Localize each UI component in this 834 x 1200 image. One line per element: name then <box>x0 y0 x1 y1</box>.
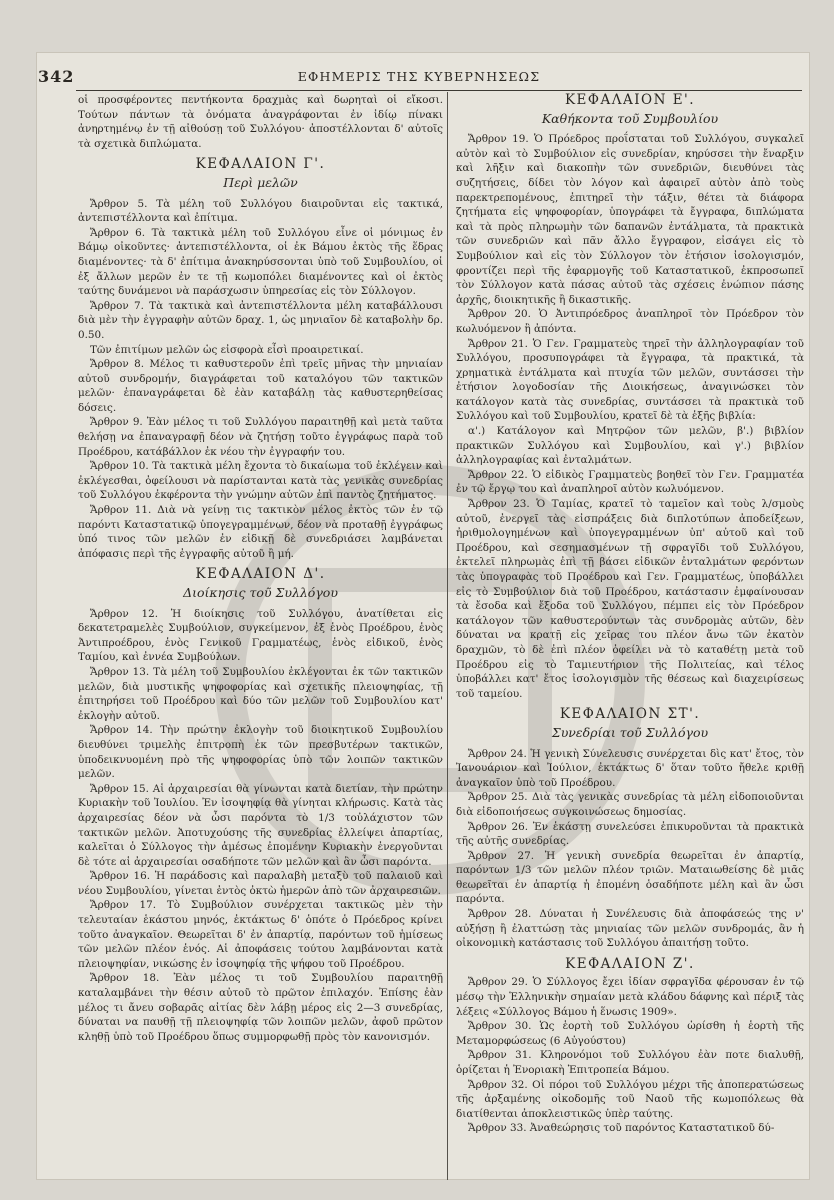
article-7-note: Τῶν ἐπιτίμων μελῶν ὡς εἰσφορὰ εἶσὶ προαιρετικαί. <box>90 343 364 356</box>
article-30: Ἄρθρον 30. Ὡς ἑορτὴ τοῦ Συλλόγου ὡρίσθη ἡ ἑορτὴ τῆς Μεταμορφώσεως (6 Αὐγούστου) <box>456 1020 804 1047</box>
article-17: Ἄρθρον 17. Τὸ Συμβούλιον συνέρχεται τακτικῶς μὲν τὴν τελευταίαν ἑκάστου μηνός, ἐκτάκτως δ' ὁπότε ὁ Πρόεδρος κρίνει τοῦτο ἀναγκαῖον. Θεωρεῖται δ' ἐν ἀπαρτίᾳ, παρόντων τοῦ ἡμίσεως τῶν μελῶν πλέον ἑνός. Αἱ ἀποφάσεις τούτου λαμβάνονται κατὰ πλειοψηφίαν, νικώσης ἐν ἰσοψηφίᾳ τῆς ψήφου τοῦ Προέδρου. <box>78 899 443 970</box>
article-32: Ἄρθρον 32. Οἱ πόροι τοῦ Συλλόγου μέχρι τῆς ἀποπερατώσεως τῆς ἀρξαμένης οἰκοδομῆς τοῦ Ναοῦ τῆς κωμοπόλεως θὰ διατίθενται ἀποκλειστικῶς ὑπὲρ ταύτης. <box>456 1078 804 1120</box>
header-rule <box>76 90 802 91</box>
chapter-subtitle: Καθήκοντα τοῦ Συμβουλίου <box>541 110 719 126</box>
article-13: Ἄρθρον 13. Τὰ μέλη τοῦ Συμβουλίου ἐκλέγονται ἐκ τῶν τακτικῶν μελῶν, διὰ μυστικῆς ψηφοφορίας καὶ σχετικῆς πλειοψηφίας, τῇ ἐπιτηρήσει τοῦ Προέδρου καὶ δύο τῶν μελῶν τοῦ Συμβουλίου κατ' ἐκλογὴν αὐτοῦ. <box>78 665 443 722</box>
page-header <box>38 64 800 88</box>
article-28: Ἄρθρον 28. Δύναται ἡ Συνέλευσις διὰ ἀποφάσεώς της ν' αὐξήσῃ ἢ ἐλαττώσῃ τὰς μηνιαίας τῶν μελῶν συνδρομάς, ἂν ἡ οἰκονομικὴ κατάστασις τοῦ Συλλόγου ἀπαιτήσῃ τοῦτο. <box>456 908 804 950</box>
right-column <box>456 93 804 1136</box>
article-22: Ἄρθρον 22. Ὁ εἰδικὸς Γραμματεὺς βοηθεῖ τὸν Γεν. Γραμματέα ἐν τῷ ἔργῳ του καὶ ἀναπληροῖ αὐτὸν κωλυόμενον. <box>456 468 804 496</box>
chapter-subtitle: Διοίκησις τοῦ Συλλόγου <box>183 585 338 600</box>
article-20: Ἄρθρον 20. Ὁ Ἀντιπρόεδρος ἀναπληροῖ τὸν Πρόεδρον τὸν κωλυόμενον ἢ ἀπόντα. <box>456 308 804 335</box>
article-11: Ἄρθρον 11. Διὰ νὰ γείνῃ τις τακτικὸν μέλος ἐκτὸς τῶν ἐν τῷ παρόντι Καταστατικῷ ὑπογεγραμμένων, δέον νὰ προταθῇ ἐγγράφως ὑπό τινος τῶν μελῶν ἐν εἰδικῇ δὲ συνεδριάσει λαμβάνεται ἀπόφασις περὶ τῆς ἐγγραφῆς αὐτοῦ ἢ μή. <box>78 504 443 560</box>
running-head: ΕΦΗΜΕΡΙΣ ΤΗΣ ΚΥΒΕΡΝΗΣΕΩΣ <box>297 68 541 84</box>
article-7: Ἄρθρον 7. Τὰ τακτικὰ καὶ ἀντεπιστέλλοντα μέλη καταβάλλουσι διὰ μὲν τὴν ἐγγραφὴν αὐτῶν δραχ. 1, ὡς μηνιαῖον δὲ καταβολὴν δρ. 0.50. <box>78 299 443 341</box>
chapter-heading: ΚΕΦΑΛΑΙΟΝ Ε'. <box>564 92 696 108</box>
article-10: Ἄρθρον 10. Τὰ τακτικὰ μέλη ἔχοντα τὸ δικαίωμα τοῦ ἐκλέγειν καὶ ἐκλέγεσθαι, ὀφείλουσι νὰ παρίστανται κατὰ τὰς γενικὰς συνεδρίας τοῦ Συλλόγου ἐκφέροντα τὴν γνώμην αὐτῶν ἐπὶ παντὸς ζητήματος. <box>78 460 443 502</box>
chapter-heading: ΚΕΦΑΛΑΙΟΝ ΣΤ'. <box>559 706 701 723</box>
article-31: Ἄρθρον 31. Κληρονόμοι τοῦ Συλλόγου ἐὰν ποτε διαλυθῇ, ὁρίζεται ἡ Ἐνοριακὴ Ἐπιτροπεία Βάμου. <box>456 1049 804 1076</box>
article-24: Ἄρθρον 24. Ἡ γενικὴ Σύνελευσις συνέρχεται δὶς κατ' ἔτος, τὸν Ἰανουάριον καὶ Ἰούλιον, ἐκτάκτως δ' ὅταν τοῦτο ἤθελε κριθῇ ἀναγκαῖον ὑπὸ τοῦ Προέδρου. <box>456 747 804 789</box>
article-21-books: α'.) Κατάλογον καὶ Μητρῷον τῶν μελῶν, β'.) βιβλίον πρακτικῶν Συλλόγου καὶ Συμβουλίου, καὶ γ'.) βιβλίον ἀλληλογραφίας καὶ ἐνταλμάτων. <box>456 425 804 467</box>
article-26: Ἄρθρον 26. Ἐν ἑκάστῃ συνελεύσει ἐπικυροῦνται τὰ πρακτικὰ τῆς αὐτῆς συνεδρίας. <box>456 820 804 848</box>
article-33: Ἄρθρον 33. Ἀναθεώρησις τοῦ παρόντος Καταστατικοῦ δύ- <box>468 1122 775 1135</box>
article-9: Ἄρθρον 9. Ἐὰν μέλος τι τοῦ Συλλόγου παραιτηθῇ καὶ μετὰ ταῦτα θελήσῃ να ἐπαναγραφῇ δέον νὰ ζητήσῃ τοῦτο ἐγγράφως παρὰ τοῦ Προέδρου, κατάβάλλον ἐκ νέου τὴν ἐγγραφήν του. <box>78 416 443 458</box>
article-8: Ἄρθρον 8. Μέλος τι καθυστεροῦν ἐπὶ τρεῖς μῆνας τὴν μηνιαίαν αὐτοῦ συνδρομήν, διαγράφεται τοῦ καταλόγου τῶν τακτικῶν μελῶν· ἐπαναγράφεται δὲ ἐὰν καταβάλῃ τὰς καθυστερηθείσας δόσεις. <box>78 358 443 414</box>
chapter-subtitle: Συνεδρίαι τοῦ Συλλόγου <box>551 724 709 740</box>
article-5: Ἄρθρον 5. Τὰ μέλη τοῦ Συλλόγου διαιροῦνται εἰς τακτικά, ἀντεπιστέλλοντα καὶ ἐπίτιμα. <box>78 197 443 225</box>
article-25: Ἄρθρον 25. Διὰ τὰς γενικὰς συνεδρίας τὰ μέλη εἰδοποιοῦνται διὰ εἰδοποιήσεως συγκοινώσεως δημοσίας. <box>456 791 804 818</box>
article-14: Ἄρθρον 14. Τὴν πρώτην ἐκλογὴν τοῦ διοικητικοῦ Συμβουλίου διευθύνει τριμελὴς ἐπιτροπὴ ἐκ τῶν πρεσβυτέρων τακτικῶν, ὑποδεικνυομένη πρὸ τῆς ψηφοφορίας ὑπὸ τῶν λοιπῶν τακτικῶν μελῶν. <box>78 724 443 781</box>
article-21: Ἄρθρον 21. Ὁ Γεν. Γραμματεὺς τηρεῖ τὴν ἀλληλογραφίαν τοῦ Συλλόγου, προσυπογράφει τὰ ἔγγραφα, τὰ πρακτικά, τὰ χρηματικὰ ἐντάλματα καὶ πτυχία τῶν μελῶν, συντάσσει τὴν ἐτήσιον λογοδοσίαν τῆς Διοικήσεως, ἀναγινώσκει τὸν κατάλογον κατὰ τὰς συνεδρίας, συντάσσει τὰ πρακτικὰ τοῦ Συλλόγου καὶ τοῦ Συμβουλίου, κρατεῖ δὲ τὰ ἑξῆς βιβλία: <box>456 337 804 423</box>
article-29: Ἄρθρον 29. Ὁ Σύλλογος ἔχει ἰδίαν σφραγῖδα φέρουσαν ἐν τῷ μέσῳ τὴν Ἑλληνικὴν σημαίαν μετὰ κλάδου δάφνης καὶ πέριξ τὰς λέξεις «Σύλλογος Βάμου ἡ ἕνωσις 1909». <box>456 976 804 1018</box>
left-column <box>78 93 443 1044</box>
chapter-heading: ΚΕΦΑΛΑΙΟΝ Δ'. <box>195 566 326 583</box>
page-number: 342 <box>38 66 75 86</box>
chapter-heading: ΚΕΦΑΛΑΙΟΝ Ζ'. <box>565 955 695 972</box>
article-6: Ἄρθρον 6. Τὰ τακτικὰ μέλη τοῦ Συλλόγου εἶνε οἱ μόνιμως ἐν Βάμῳ οἰκοῦντες· ἀντεπιστέλλοντα, οἱ ἐκ Βάμου ἐκτὸς τῆς ἕδρας διαμένοντες· τὰ δ' ἐπίτιμα ἀνακηρύσσονται ὑπὸ τοῦ Συμβουλίου, οἱ ἐξ ἄλλων μερῶν ἐν τε τῇ κωμοπόλει διαμένοντες καὶ οἱ ἐκτὸς ταύτης δυνάμενοι νὰ παράσχωσιν ὑπηρεσίας εἰς τὸν Σύλλογον. <box>78 226 443 298</box>
article-19: Ἄρθρον 19. Ὁ Πρόεδρος προΐσταται τοῦ Συλλόγου, συγκαλεῖ αὐτὸν καὶ τὸ Συμβούλιον εἰς συνεδρίαν, κηρύσσει τὴν ἔναρξιν καὶ λῆξιν καὶ διακοπὴν τῶν συνεδριῶν, διευθύνει τὰς συζητήσεις, δίδει τὸν λόγον καὶ ἀφαιρεῖ αὐτὸν ἀπὸ τοὺς παρεκτρεπομένους, ἐπιτηρεῖ τὴν τάξιν, θέτει τὰ διάφορα ζητήματα εἰς ψηφοφορίαν, ὑπογράφει τὰ ἔγγραφα, διπλώματα καὶ τὰ πρὸς πληρωμὴν τῶν δαπανῶν ἐντάλματα, τὰ πρακτικὰ τῶν συνεδριῶν καὶ πᾶν ἄλλο ἔγγραφον, εἰσάγει εἰς τὸ Συμβούλιον καὶ εἰς τὸν Σύλλογον τὸν ἐτήσιον ἰσολογισμόν, φροντίζει περὶ τῆς ἐφαρμογῆς τοῦ Καταστατικοῦ, ἐκπροσωπεῖ τὸν Σύλλογον κατὰ πάσας αὐτοῦ τὰς σχέσεις ἐνώπιον πάσης ἀρχῆς, διοικητικῆς ἢ δικαστικῆς. <box>456 133 804 306</box>
article-27: Ἄρθρον 27. Ἡ γενικὴ συνεδρία θεωρεῖται ἐν ἀπαρτίᾳ, παρόντων 1/3 τῶν μελῶν πλέον τριῶν. Ματαιωθείσης δὲ μιᾶς θεωρεῖται ἐν ἀπαρτίᾳ ἡ ἐπομένη ὁσαδήποτε μέλη καὶ ἂν ὦσι παρόντα. <box>456 849 804 906</box>
intro-paragraph: οἱ προσφέροντες πεντήκοντα δραχμὰς καὶ δωρηταὶ οἱ εἴκοσι. Τούτων πάντων τὰ ὀνόματα ἀναγράφονται ἐν ἰδίῳ πίνακι ἀνηρτημένῳ ἐν τῇ αἰθούσῃ τοῦ Συλλόγου· ἀποστέλλονται δ' αὐτοῖς τὰ σχετικὰ διπλώματα. <box>78 94 443 150</box>
article-18: Ἄρθρον 18. Ἐὰν μέλος τι τοῦ Συμβουλίου παραιτηθῇ καταλαμβάνει τὴν θέσιν αὐτοῦ τὸ πρῶτον ἐπιλαχόν. Ἐπίσης ἐὰν μέλος τι ἄνευ σοβαρᾶς αἰτίας δὲν λάβῃ μέρος εἰς 2—3 συνεδρίας, δύναται να παυθῇ τῇ πλειοψηφίᾳ τῶν λοιπῶν μελῶν, ἀφοῦ πρῶτον κληθῇ ὑπὸ τοῦ Προέδρου ὅπως συμμορφωθῇ πρὸς τὸν κανονισμόν. <box>78 972 443 1043</box>
column-divider <box>447 92 448 1180</box>
article-12: Ἄρθρον 12. Ἡ διοίκησις τοῦ Συλλόγου, ἀνατίθεται εἰς δεκατετραμελὲς Συμβούλιον, συγκείμενον, ἐξ ἑνὸς Προέδρου, ἑνὸς Ἀντιπροέδρου, ἑνὸς Γενικοῦ Γραμματέως, ἑνὸς εἰδικοῦ, ἑνὸς Ταμίου, καὶ ἐννέα Συμβούλων. <box>78 607 443 664</box>
article-16: Ἄρθρον 16. Ἡ παράδοσις καὶ παραλαβὴ μεταξὺ τοῦ παλαιοῦ καὶ νέου Συμβουλίου, γίνεται ἐντὸς ὀκτὼ ἡμερῶν ἀπὸ τῶν ἀρχαιρεσιῶν. <box>78 870 443 897</box>
chapter-subtitle: Περὶ μελῶν <box>223 174 298 190</box>
chapter-heading: ΚΕΦΑΛΑΙΟΝ Γ'. <box>195 156 326 173</box>
article-15: Ἄρθρον 15. Αἱ ἀρχαιρεσίαι θὰ γίνωνται κατὰ διετίαν, τὴν πρώτην Κυριακὴν τοῦ Ἰουλίου. Ἐν ἰσοψηφίᾳ θὰ γίνηται κλήρωσις. Κατὰ τὰς ἀρχαιρεσίας δέον νὰ ὦσι παρόντα τὸ 1/3 τοὐλάχιστον τῶν τακτικῶν μελῶν. Ἀποτυχούσης τῆς συνεδρίας ἐλλείψει ἀπαρτίας, καλεῖται ὁ Σύλλογος τὴν ἀμέσως ἐπομένην Κυριακὴν ἐνεργοῦνται δὲ τότε αἱ ἀρχαιρεσίαι οσαδήποτε τῶν μελῶν καὶ ἂν ὦσι παρόντα. <box>78 782 443 868</box>
article-23: Ἄρθρον 23. Ὁ Ταμίας, κρατεῖ τὸ ταμεῖον καὶ τοὺς λ/σμοὺς αὐτοῦ, ἐνεργεῖ τὰς εἰσπράξεις διὰ διπλοτύπων ἀποδείξεων, ἠριθμολογημένων καὶ ὑπογεγραμμένων ὑπ' αὐτοῦ καὶ τοῦ Προέδρου, καὶ σεσημασμένων τῇ σφραγῖδι τοῦ Συλλόγου, ἐκτελεῖ πληρωμὰς ἐπὶ τῇ βάσει εἰδικῶν ἐνταλμάτων φερόντων τὰς ὑπογραφὰς τοῦ Προέδρου καὶ Γεν. Γραμματέως, ὑποβάλλει εἰς τὸ Συμβούλιον διὰ τοῦ Προέδρου, κατάστασιν ἐμφαίνουσαν τὰ ἔσοδα καὶ ἔξοδα τοῦ Συλλόγου, πέμπει εἰς τὸν Πρόεδρον κατάλογον τῶν καθυστερούντων τὰς συνδρομὰς αὐτῶν, δὲν δύναται να κρατῇ εἰς χεῖρας του πλέον ἄνω τῶν ἑκατὸν δραχμῶν, τὸ δὲ ἐπὶ πλέον ὀφείλει νὰ τὸ καταθέτῃ μετὰ τοῦ Προέδρου εἰς τὸ Ταμιευτήριον τῆς Πολιτείας, καὶ τέλος ὑποβάλλει κατ' ἔτος ἰσολογισμὸν τῆς θέσεως καὶ διαχειρίσεως τοῦ ταμείου. <box>456 498 804 700</box>
